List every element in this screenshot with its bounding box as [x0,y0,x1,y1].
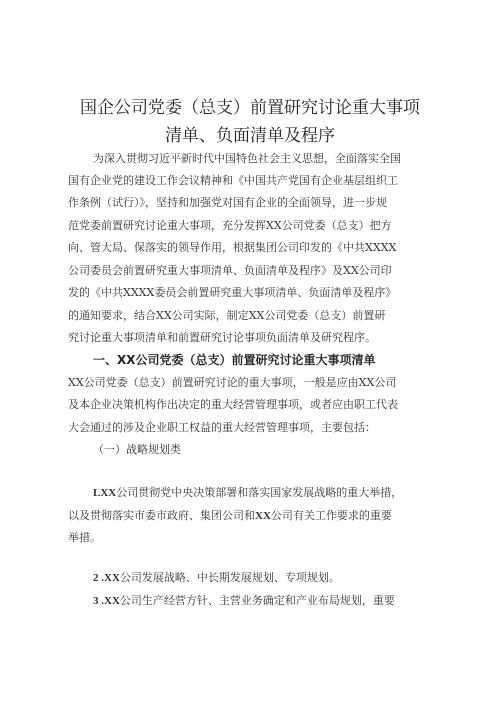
section-line: 及本企业决策机构作出决定的重大经营管理事项，或者应由职工代表 [68,398,398,411]
section-line: 大会通过的涉及企业职工权益的重大经营管理事项，主要包括： [68,421,376,434]
intro-line: 公司委员会前置研究重大事项清单、负面清单及程序》及XX公司印 [68,264,392,277]
subsection-heading: （一）战略规划类 [93,443,181,456]
intro-line: 为深入贯彻习近平新时代中国特色社会主义思想，全面落实全国 [93,152,401,165]
item-line: 举措。 [68,531,101,544]
item-2 [93,571,340,585]
item-text: 公司贯彻党中央决策部署和落实国家发展战略的重大举措， [116,486,403,499]
intro-line: 向、管大局、保落实的领导作用，根据集团公司印发的《中共XXXX [68,241,397,254]
intro-line: 国有企业党的建设工作会议精神和《中国共产党国有企业基层组织工 [68,174,398,187]
document-title-line-2: 清单、负面清单及程序 [165,126,335,146]
intro-line: 范党委前置研究讨论重大事项，充分发挥XX公司党委（总支）把方 [68,219,392,232]
section-line: XX公司党委（总支）前置研究讨论的重大事项，一般是应由XX公司 [68,376,397,389]
intro-line: 的通知要求，结合XX公司实际，制定XX公司党委（总支）前置研 [68,309,386,322]
intro-line: 作条例（试行）》，坚持和加强党对国有企业的全面领导，进一步规 [68,196,387,209]
item-text: 公司发展战略、中长期发展规划、专项规划。 [119,571,340,584]
item-text: 公司生产经营方针、主营业务确定和产业布局规划，重要 [119,594,395,607]
item-number: 3 .XX [93,595,120,607]
document-title-line-1: 国企公司党委（总支）前置研究讨论重大事项 [80,98,420,118]
section-heading: 一、XX公司党委（总支）前置研究讨论重大事项清单 [93,353,376,367]
intro-line: 发的《中共XXXX委员会前置研究重大事项清单、负面清单及程序》 [68,286,397,299]
item-3 [93,594,395,608]
item-line: 以及贯彻落实市委市政府、集团公司和XX公司有关工作要求的重要 [68,509,392,522]
item-number: LXX [93,487,117,499]
item-number: 2 .XX [93,572,120,584]
item-line [93,486,402,500]
intro-line: 究讨论重大事项清单和前置研究讨论事项负面清单及研究程序。 [68,331,376,344]
